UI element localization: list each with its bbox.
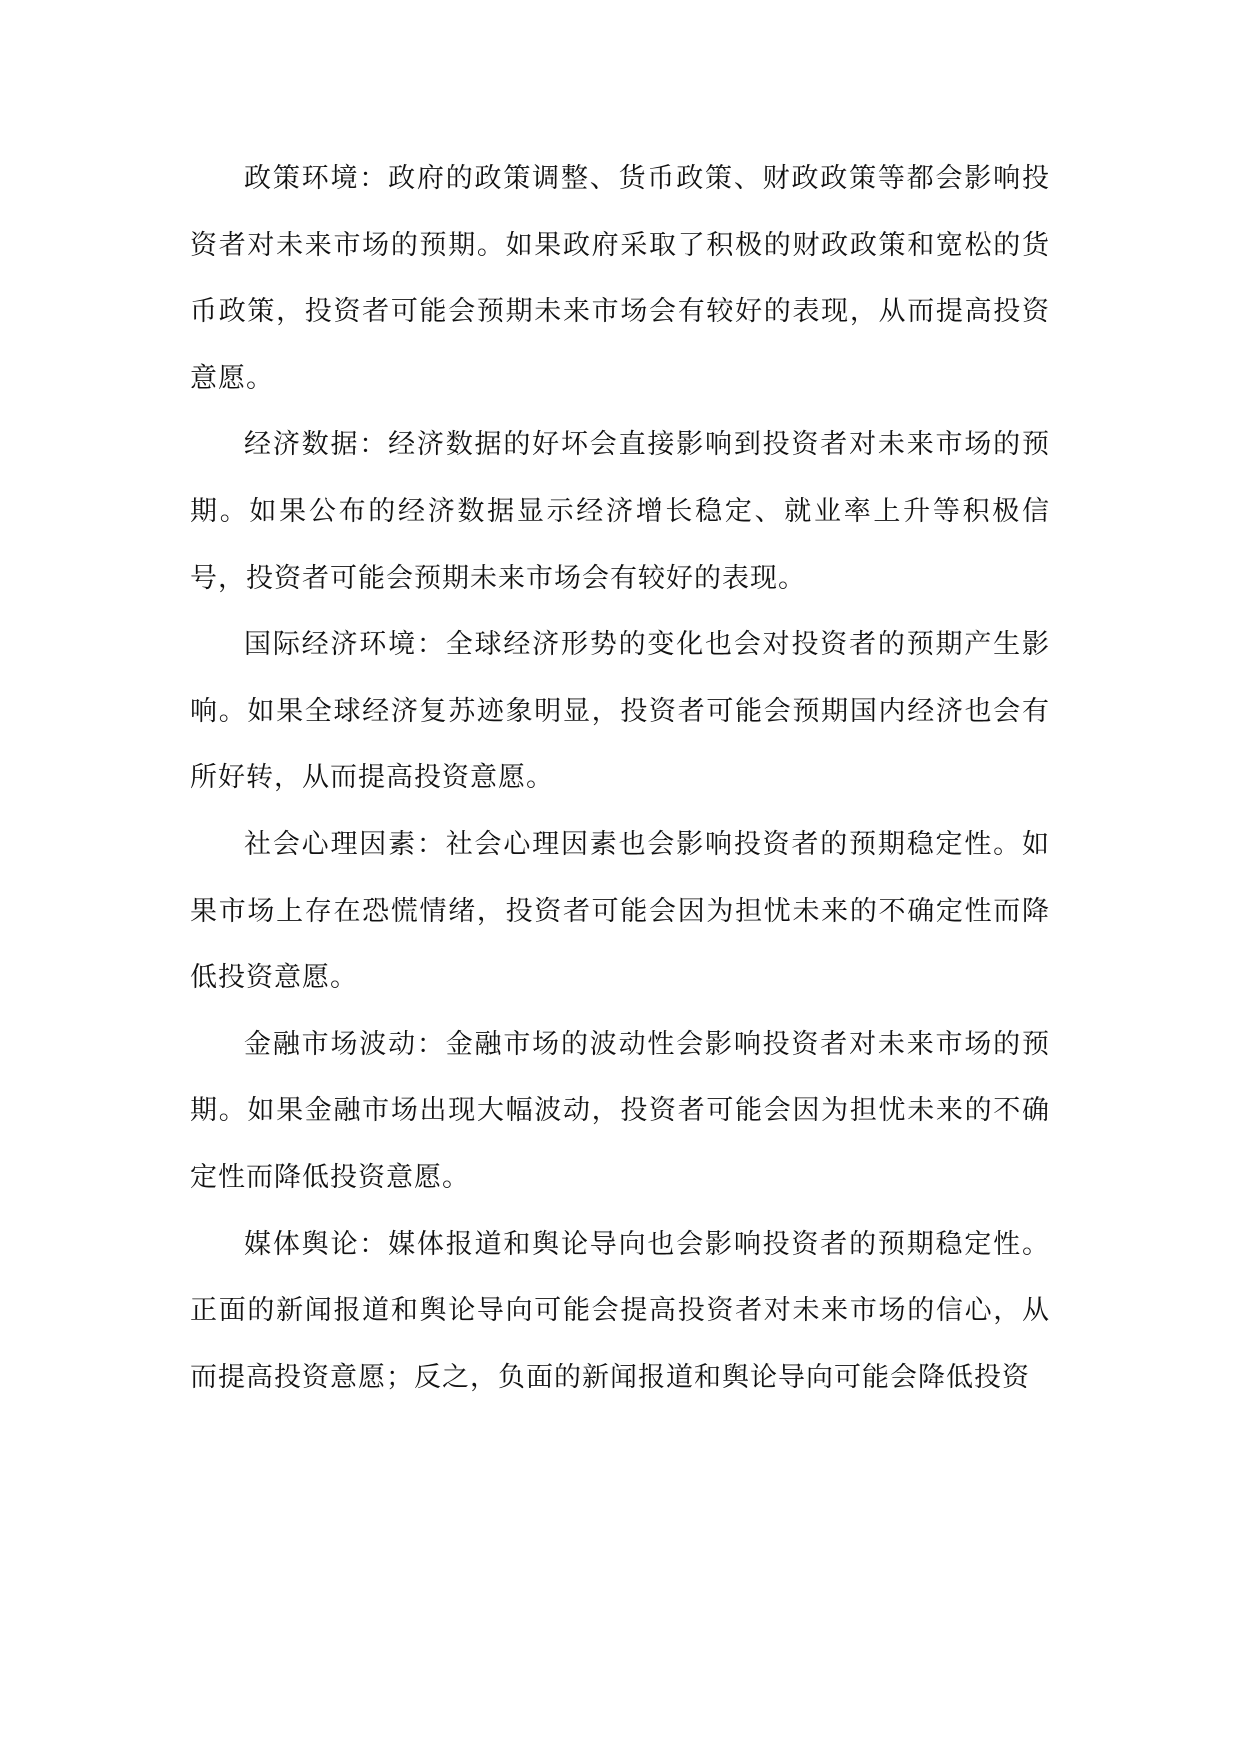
paragraph-social-psychology: 社会心理因素：社会心理因素也会影响投资者的预期稳定性。如果市场上存在恐慌情绪，投资者可能会因为担忧未来的不确定性而降低投资意愿。 [190,828,1050,994]
paragraph-economic-data: 经济数据：经济数据的好坏会直接影响到投资者对未来市场的预期。如果公布的经济数据显示经济增长稳定、就业率上升等积极信号，投资者可能会预期未来市场会有较好的表现。 [190,429,1050,594]
paragraph-international-economy: 国际经济环境：全球经济形势的变化也会对投资者的预期产生影响。如果全球经济复苏迹象明显，投资者可能会预期国内经济也会有所好转，从而提高投资意愿。 [190,629,1050,794]
paragraph-financial-volatility: 金融市场波动：金融市场的波动性会影响投资者对未来市场的预期。如果金融市场出现大幅波动，投资者可能会因为担忧未来的不确定性而降低投资意愿。 [190,1028,1050,1193]
paragraph-media-opinion: 媒体舆论：媒体报道和舆论导向也会影响投资者的预期稳定性。正面的新闻报道和舆论导向可能会提高投资者对未来市场的信心，从而提高投资意愿；反之，负面的新闻报道和舆论导向可能会降低投资 [190,1228,1050,1393]
paragraph-policy-environment: 政策环境：政府的政策调整、货币政策、财政政策等都会影响投资者对未来市场的预期。如果政府采取了积极的财政政策和宽松的货币政策，投资者可能会预期未来市场会有较好的表现，从而提高投资意愿。 [190,163,1050,394]
document-body [190,146,1050,1411]
